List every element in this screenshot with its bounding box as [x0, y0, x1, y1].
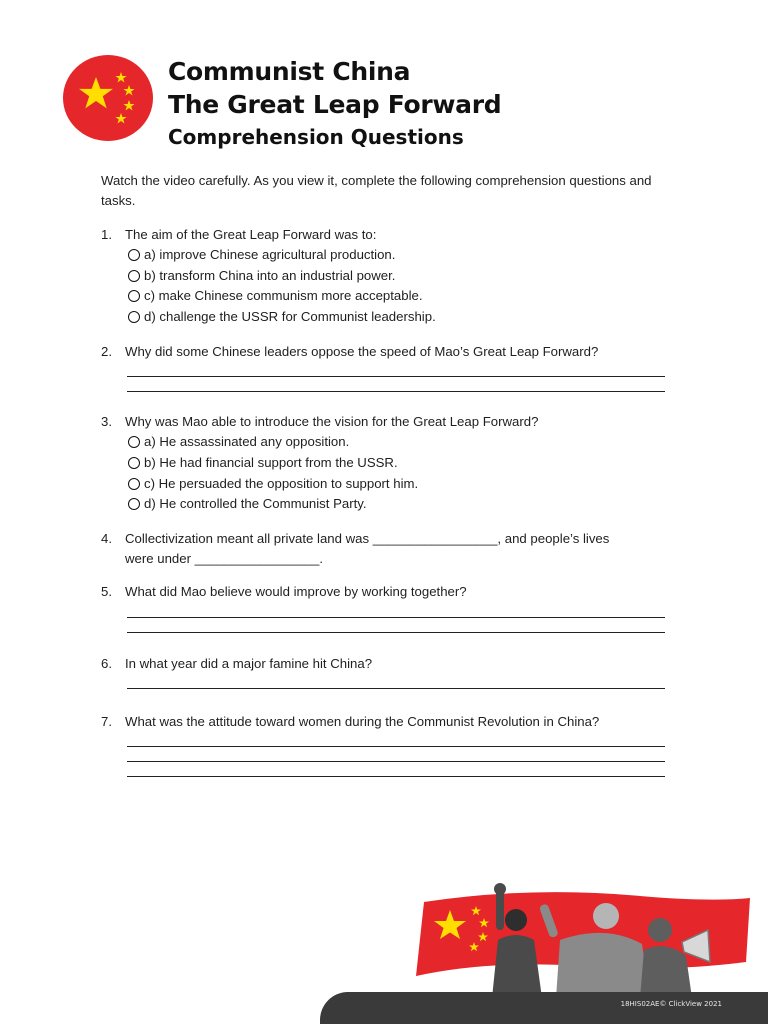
- title-block: [168, 55, 501, 152]
- question-text-continued: were under _________________.: [125, 550, 323, 566]
- question-number: 6.: [101, 656, 112, 671]
- footer-code: 18HIS02AE© ClickView 2021: [620, 1000, 722, 1008]
- radio-icon[interactable]: [128, 249, 140, 261]
- option-label: a) He assassinated any opposition.: [144, 434, 350, 449]
- answer-line[interactable]: [127, 776, 665, 777]
- footer-bar: [320, 992, 768, 1024]
- radio-icon[interactable]: [128, 478, 140, 490]
- question-text: Collectivization meant all private land was _________________, and people’s lives: [125, 531, 610, 546]
- question-3-option-b[interactable]: [128, 453, 398, 473]
- option-label: b) He had financial support from the USSR.: [144, 455, 398, 470]
- radio-icon[interactable]: [128, 270, 140, 282]
- question-text: What was the attitude toward women during the Communist Revolution in China?: [125, 714, 600, 729]
- intro-text: Watch the video carefully. As you view it, complete the following comprehension questions and tasks.: [101, 173, 652, 208]
- title-line-1: Communist China: [168, 57, 411, 86]
- question-text: What did Mao believe would improve by working together?: [125, 584, 467, 599]
- option-label: b) transform China into an industrial power.: [144, 267, 396, 283]
- question-text: Why was Mao able to introduce the vision for the Great Leap Forward?: [125, 414, 539, 429]
- answer-line[interactable]: [127, 376, 665, 377]
- question-3-option-c[interactable]: [128, 474, 418, 494]
- question-text: The aim of the Great Leap Forward was to:: [125, 227, 377, 242]
- question-number: 2.: [101, 344, 112, 359]
- answer-line[interactable]: [127, 761, 665, 762]
- option-label: c) He persuaded the opposition to support him.: [144, 475, 419, 491]
- radio-icon[interactable]: [128, 311, 140, 323]
- question-text: In what year did a major famine hit China?: [125, 656, 373, 671]
- option-label: c) make Chinese communism more acceptable.: [144, 288, 423, 303]
- question-number: 5.: [101, 584, 112, 599]
- question-text: Why did some Chinese leaders oppose the speed of Mao’s Great Leap Forward?: [125, 344, 599, 359]
- title-line-2: The Great Leap Forward: [168, 90, 502, 119]
- answer-line[interactable]: [127, 746, 665, 747]
- question-3-option-a[interactable]: [128, 432, 349, 452]
- radio-icon[interactable]: [128, 498, 140, 510]
- question-number: 4.: [101, 531, 112, 546]
- answer-line[interactable]: [127, 617, 665, 618]
- question-1-option-c[interactable]: [128, 286, 423, 306]
- answer-line[interactable]: [127, 688, 665, 689]
- question-3-option-d[interactable]: [128, 494, 367, 514]
- subtitle: Comprehension Questions: [168, 125, 464, 149]
- question-1-option-a[interactable]: [128, 245, 395, 265]
- option-label: d) He controlled the Communist Party.: [144, 496, 367, 511]
- option-label: d) challenge the USSR for Communist leadership.: [144, 308, 436, 324]
- option-label: a) improve Chinese agricultural production.: [144, 247, 396, 262]
- question-1-option-b[interactable]: [128, 266, 395, 286]
- question-number: 7.: [101, 714, 112, 729]
- question-1-option-d[interactable]: [128, 307, 436, 327]
- radio-icon[interactable]: [128, 290, 140, 302]
- answer-line[interactable]: [127, 632, 665, 633]
- china-flag-logo: [63, 55, 153, 141]
- radio-icon[interactable]: [128, 436, 140, 448]
- question-number: 1.: [101, 227, 112, 242]
- answer-line[interactable]: [127, 391, 665, 392]
- radio-icon[interactable]: [128, 457, 140, 469]
- question-number: 3.: [101, 414, 112, 429]
